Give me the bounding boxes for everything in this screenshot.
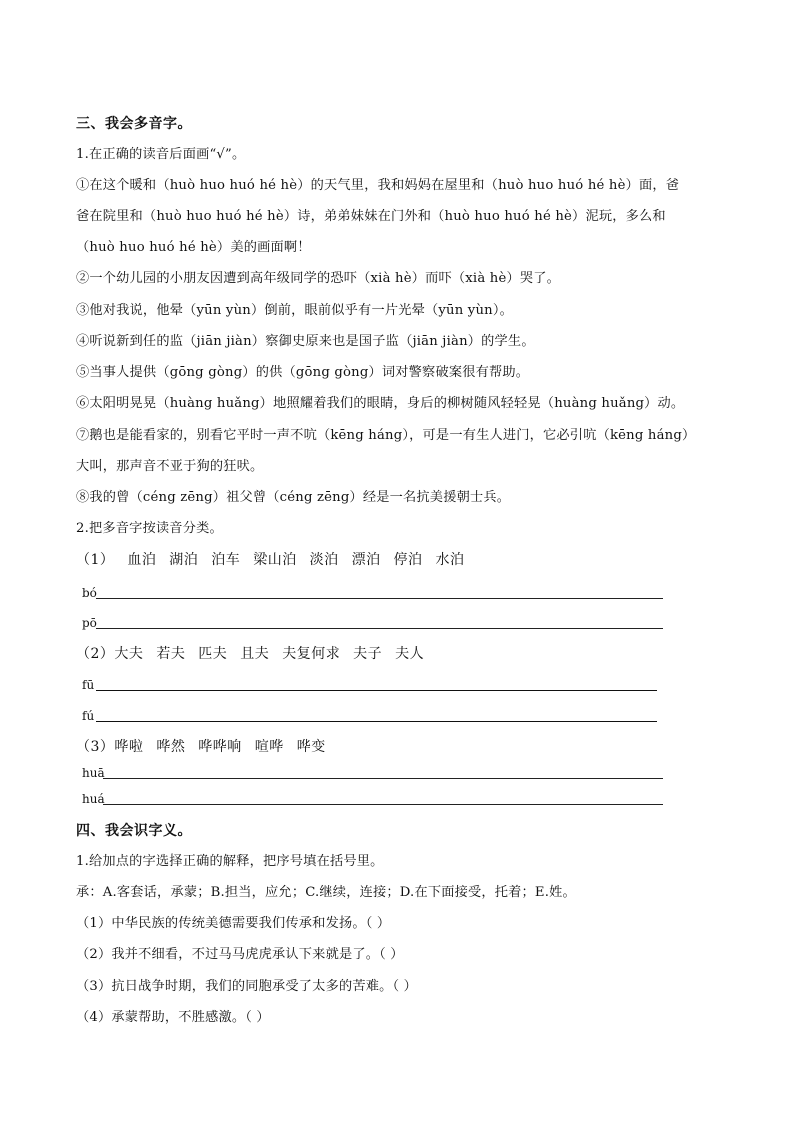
q1-line-2: 爸在院里和（huò huo huó hé hè）诗，弟弟妹妹在门外和（huò huo huó hé hè）泥玩，多么和 <box>76 209 666 224</box>
answer-label: pō <box>82 616 97 630</box>
q1-prompt: 1.在正确的读音后面画“√”。 <box>76 147 246 162</box>
q2-group-3-words: （3）哗啦 哗然 哗哗响 喧哗 哗变 <box>76 739 326 755</box>
q1-line-6: ④听说新到任的监（jiān jiàn）察御史原来也是国子监（jiān jiàn）的学生。 <box>76 334 535 349</box>
q1-line-4: ②一个幼儿园的小朋友因遭到高年级同学的恐吓（xià hè）而吓（xià hè）哭了。 <box>76 271 561 286</box>
s4-q1-prompt: 1.给加点的字选择正确的解释，把序号填在括号里。 <box>76 854 384 869</box>
q1-line-5: ③他对我说，他晕（yūn yùn）倒前，眼前似乎有一片光晕（yūn yùn）。 <box>76 303 514 318</box>
answer-row-hua1 <box>82 765 105 781</box>
answer-label: bó <box>82 586 97 600</box>
s4-item-2[interactable]: （2）我并不细看，不过马马虎虎承认下来就是了。（ ） <box>76 947 404 962</box>
s4-item-3[interactable]: （3）抗日战争时期，我们的同胞承受了太多的苦难。（ ） <box>76 979 418 994</box>
q2-group-2-words: （2）大夫 若夫 匹夫 且夫 夫复何求 夫子 夫人 <box>76 646 425 662</box>
section-three-title: 三、我会多音字。 <box>76 116 192 132</box>
s4-item-1[interactable]: （1）中华民族的传统美德需要我们传承和发扬。（ ） <box>76 916 391 931</box>
answer-line-po[interactable] <box>96 628 663 629</box>
answer-label: huá <box>82 792 105 806</box>
answer-line-fu1[interactable] <box>96 690 657 691</box>
q1-line-3: （huò huo huó hé hè）美的画面啊！ <box>76 240 311 255</box>
answer-line-hua1[interactable] <box>103 778 663 779</box>
answer-label: fū <box>82 678 95 692</box>
answer-label: fú <box>82 709 95 723</box>
q1-line-11: ⑧我的曾（céng zēng）祖父曾（céng zēng）经是一名抗美援朝士兵。 <box>76 490 511 505</box>
q2-prompt: 2.把多音字按读音分类。 <box>76 521 223 536</box>
s4-item-4[interactable]: （4）承蒙帮助，不胜感激。（ ） <box>76 1010 270 1025</box>
answer-line-fu2[interactable] <box>96 721 657 722</box>
q1-line-7: ⑤当事人提供（gōng gòng）的供（gōng gòng）词对警察破案很有帮助。 <box>76 365 530 380</box>
answer-line-bo[interactable] <box>96 598 663 599</box>
q1-line-1: ①在这个暖和（huò huo huó hé hè）的天气里，我和妈妈在屋里和（huò huo huó hé hè）面，爸 <box>76 178 680 193</box>
q1-line-9: ⑦鹅也是能看家的，别看它平时一声不吭（kēng háng），可是一有生人进门，它必引吭（kēng háng） <box>76 428 696 443</box>
answer-label: huā <box>82 766 105 780</box>
definition-line: 承：A.客套话，承蒙；B.担当，应允；C.继续，连接；D.在下面接受，托着；E.姓。 <box>76 885 576 900</box>
answer-line-hua2[interactable] <box>103 804 663 805</box>
answer-row-hua2 <box>82 791 105 807</box>
q1-line-10: 大叫，那声音不亚于狗的狂吠。 <box>76 459 264 474</box>
q1-line-8: ⑥太阳明晃晃（huàng huǎng）地照耀着我们的眼睛，身后的柳树随风轻轻晃（huàng huǎng）动。 <box>76 396 685 411</box>
q2-group-1-words: （1） 血泊 湖泊 泊车 梁山泊 淡泊 漂泊 停泊 水泊 <box>76 552 465 568</box>
section-four-title: 四、我会识字义。 <box>76 823 192 839</box>
